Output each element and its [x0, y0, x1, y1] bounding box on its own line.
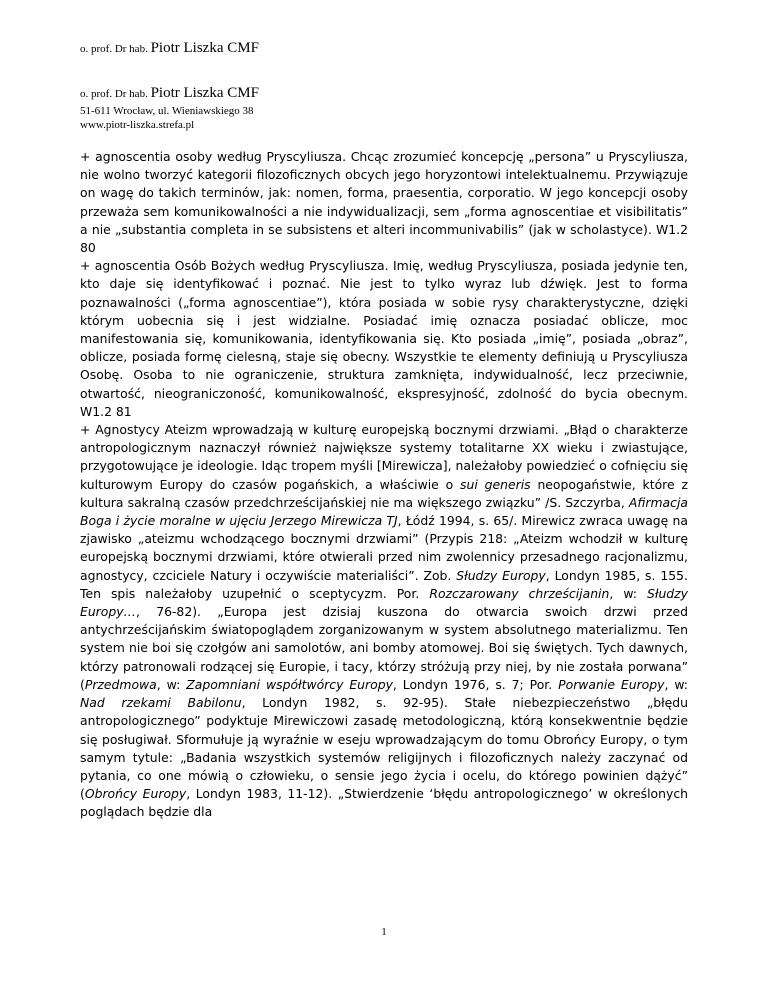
italic-title: Obrońcy Europy [84, 786, 187, 802]
text-run: , Londyn 1985, s. 155. Ten spis należałoby uzupełnić o sceptycyzm. Por. [80, 567, 688, 601]
italic-title: Rozczarowany chrześcijanin [429, 585, 610, 601]
header-prefix: o. prof. Dr hab. [80, 43, 148, 55]
italic-title: Słudzy Europy… [80, 585, 688, 620]
italic-title: Słudzy Europy [456, 567, 546, 583]
text-run: , Londyn 1976, s. 7; Por. [392, 676, 553, 692]
text-run: , w: [156, 676, 181, 692]
text-run: neopogaństwie, które z kultura sakralną czasów przedchrześcijańskiej nie ma większego związku” /S. Szczyrba, [80, 476, 688, 510]
italic-title: Nad rzekami Babilonu [80, 695, 242, 711]
author-name-line [80, 83, 259, 104]
italic-title: Afirmacja Boga i życie moralne w ujęciu Jerzego Mirewicza TJ [80, 494, 688, 529]
author-block [80, 83, 259, 132]
author-prefix: o. prof. Dr hab. [80, 88, 148, 100]
text-run: , 76-82). „Europa jest dzisiaj kuszona do otwarcia swoich drzwi przed antychrześcijańskim światopoglądem zorganizowanym w system absolutnego materializmu. Ten system nie boi się czołgów ani samolotów, ani bomby atomowej. Boi się świętych. Tych dawnych, którzy patronowali rodzącej się Europie, i tacy, którzy stróżują przy niej, by nie została porwana” ( [80, 604, 688, 692]
paragraph-agnoscentia-osob-bozych: + agnoscentia Osób Bożych według Pryscyliusza. Imię, według Pryscyliusza, posiada jedynie ten, kto daje się identyfikować i poznać. Nie jest to tylko wyraz lub dźwięk. Jest to forma poznawalności („forma agnoscentiae”), która posiada w sobie rysy charakterystyczne, dzięki którym uobecnia się i jest widzialne. Posiadać imię oznacza posiadać oblicze, moc manifestowania się, komunikowania, identyfikowania się. Kto posiada „imię”, posiada „obraz”, oblicze, posiada formę cielesną, staje się obecny. Wszystkie te elementy definiują u Pryscyliusza Osobę. Osoba to nie ograniczenie, struktura zamknięta, indywidualność, lecz przeciwnie, otwartość, nieograniczoność, komunikowalność, ekspresyjność, zdolność do bycia obecnym. W1.2 81 [80, 258, 688, 419]
paragraph-agnoscentia-osoby: + agnoscentia osoby według Pryscyliusza. Chcąc zrozumieć koncepcję „persona” u Pryscyliusza, nie wolno tworzyć kategorii filozoficznych obcych jego horyzontowi intelektualnemu. Przywiązuje on wagę do takich terminów, jak: nomen, forma, praesentia, corporatio. W jego koncepcji osoby przeważa sem komunikowalności a nie indywidualizacji, sem „forma agnoscentiae et visibilitatis” a nie „substantia completa in se subsistens et alteri incommunivabilis” (jak w scholastyce). W1.2 80 [80, 149, 688, 256]
paragraph-agnostycy [80, 421, 688, 821]
author-website: www.piotr-liszka.strefa.pl [80, 119, 195, 131]
text-run: + Agnostycy Ateizm wprowadzają w kulturę europejską bocznymi drzwiami. „Błąd o charakterze antropologicznym naznaczył również największe systemy totalitarne XX wieku i zwiastujące, przygotowujące je ideologie. Idąc tropem myśli [Mirewicza], należałoby powiedzieć o cofnięciu się kulturowym Europy do czasów pogańskich, a właściwie o [80, 422, 688, 492]
text-run: , Londyn 1982, s. 92-95). Stałe niebezpieczeństwo „błędu antropologicznego” podyktuje Mirewiczowi zasadę metodologiczną, którą konsekwentnie będzie się posługiwał. Sformułuje ją wyraźnie w eseju wprowadzającym do tomu Obrońcy Europy, o tym samym tytule: „Badania wszystkich systemów religijnych i filozoficznych należy zaczynać od pytania, co one mówią o człowieku, o sensie jego życia i ocelu, do którego powinien dążyć” ( [80, 695, 688, 802]
italic-title: Zapomniani współtwórcy Europy [186, 676, 393, 692]
italic-run: sui generis [460, 476, 531, 492]
document-body [80, 148, 688, 822]
page-number: 1 [381, 926, 387, 938]
author-name: Piotr Liszka CMF [150, 85, 259, 101]
running-header [80, 40, 259, 57]
header-author-name: Piotr Liszka CMF [150, 40, 259, 56]
text-run: , Łódź 1994, s. 65/. Mirewicz zwraca uwagę na zjawisko „ateizmu wchodzącego bocznymi drzwiami” (Przypis 218: „Ateizm wchodził w kulturę europejską bocznymi drzwiami, które otwierali przed nim zwolennicy przesadnego racjonalizmu, agnostycy, czciciele Natury i oczywiście materialiści”. Zob. [80, 513, 688, 583]
text-run: , w: [664, 676, 688, 692]
author-address: 51-611 Wrocław, ul. Wieniawskiego 38 [80, 105, 254, 117]
italic-title: Przedmowa [84, 676, 157, 692]
italic-title: Porwanie Europy [558, 676, 665, 692]
text-run: , w: [609, 585, 637, 601]
text-run: , Londyn 1983, 11-12). „Stwierdzenie ‘błędu antropologicznego’ w określonych poglądach będzie dla [80, 786, 688, 820]
